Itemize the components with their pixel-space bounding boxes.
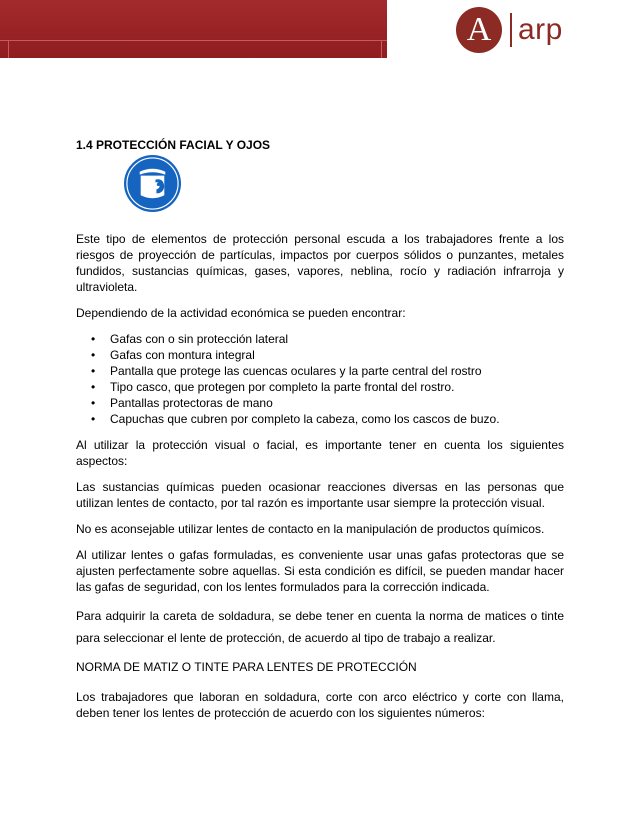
protection-types-list xyxy=(76,331,564,427)
paragraph-formulated: Al utilizar lentes o gafas formuladas, es conveniente usar unas gafas protectoras que se ajusten perfectamente sobre aquellas. Si esta condición es difícil, se pueden mandar hacer las gafas de seguridad, con los lentes formulados para la corrección indicada. xyxy=(76,548,564,594)
paragraph-intro: Este tipo de elementos de protección personal escuda a los trabajadores frente a los riesgos de proyección de partículas, impactos por cuerpos sólidos o punzantes, metales fundidos, sustancias químicas, gases, vapores, neblina, rocío y radiación infrarroja y ultravioleta. xyxy=(76,232,564,294)
face-shield-mandatory-sign-icon xyxy=(123,154,182,213)
header-tick-right xyxy=(381,40,382,58)
list-item: • Gafas con o sin protección lateral xyxy=(110,331,564,347)
norm-title: NORMA DE MATIZ O TINTE PARA LENTES DE PROTECCIÓN xyxy=(76,660,417,674)
list-item: • Pantalla que protege las cuencas oculares y la parte central del rostro xyxy=(110,363,564,379)
paragraph-depends: Dependiendo de la actividad económica se pueden encontrar: xyxy=(76,306,406,320)
paragraph-welding: Para adquirir la careta de soldadura, se debe tener en cuenta la norma de matices o tinte para seleccionar el lente de protección, de acuerdo al tipo de trabajo a realizar. xyxy=(76,609,564,645)
logo-circle: A xyxy=(456,7,502,53)
header-band xyxy=(0,0,387,58)
body-text xyxy=(76,231,564,731)
list-item: • Pantallas protectoras de mano xyxy=(110,395,564,411)
paragraph-workers: Los trabajadores que laboran en soldadura, corte con arco eléctrico y corte con llama, deben tener los lentes de protección de acuerdo con los siguientes números: xyxy=(76,690,564,720)
header-rule xyxy=(0,40,387,41)
logo-text: arp xyxy=(518,13,563,46)
logo-divider xyxy=(510,13,512,47)
arp-logo xyxy=(456,7,563,53)
list-item: • Tipo casco, que protegen por completo la parte frontal del rostro. xyxy=(110,379,564,395)
paragraph-no-contacts: No es aconsejable utilizar lentes de contacto en la manipulación de productos químicos. xyxy=(76,522,545,536)
paragraph-chemicals: Las sustancias químicas pueden ocasionar reacciones diversas en las personas que utilizan lentes de contacto, por tal razón es importante usar siempre la protección visual. xyxy=(76,480,564,510)
header-tick-left xyxy=(8,40,9,58)
list-item: • Capuchas que cubren por completo la cabeza, como los cascos de buzo. xyxy=(110,411,564,427)
paragraph-aspects: Al utilizar la protección visual o facial, es importante tener en cuenta los siguientes aspectos: xyxy=(76,438,564,468)
section-title: 1.4 PROTECCIÓN FACIAL Y OJOS xyxy=(76,138,271,152)
list-item: • Gafas con montura integral xyxy=(110,347,564,363)
